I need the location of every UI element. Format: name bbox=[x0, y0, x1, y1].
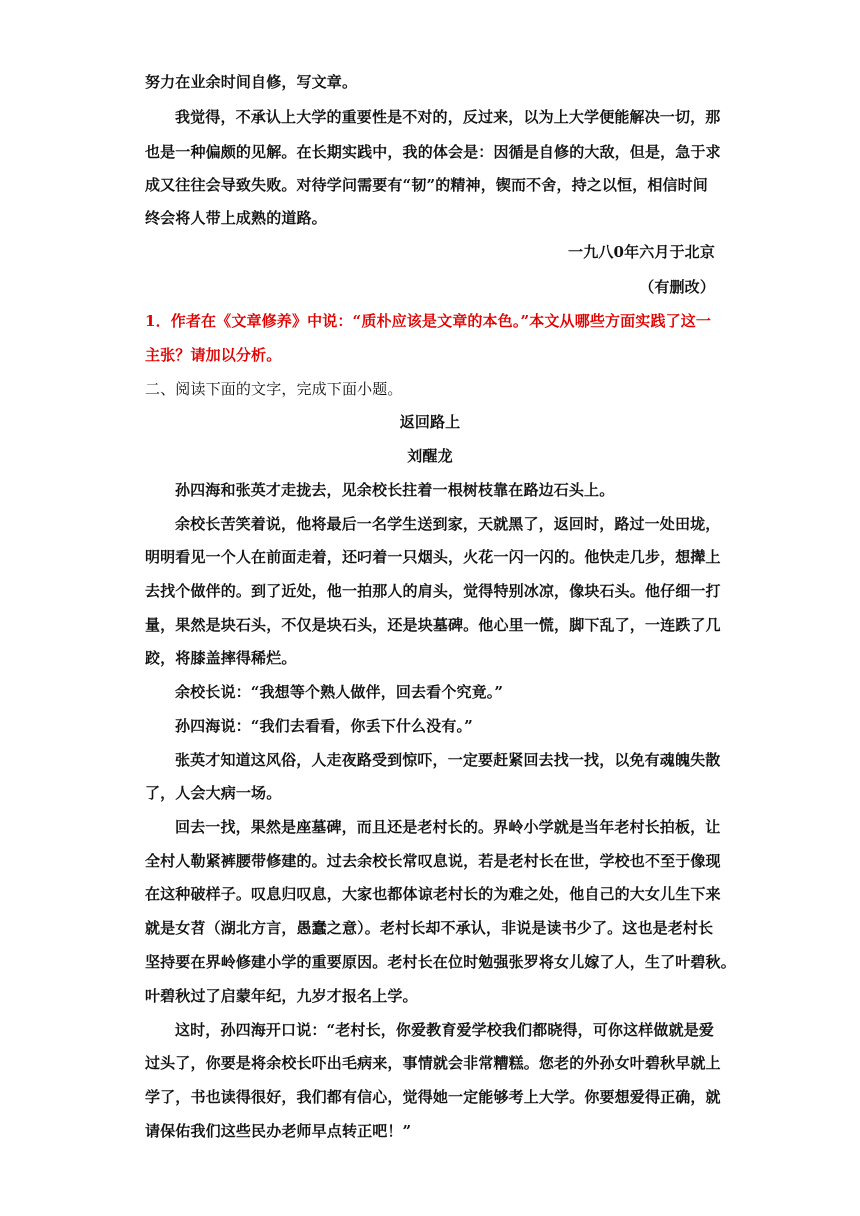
paragraph-line: 去找个做伴的。到了近处，他一拍那人的肩头，觉得特别冰凉，像块石头。他仔细一打 bbox=[145, 582, 721, 600]
paragraph-line: 明明看见一个人在前面走着，还叼着一只烟头，火花一闪一闪的。他快走几步，想撵上 bbox=[145, 548, 721, 566]
paragraph-line: 在这种破样子。叹息归叹息，大家也都体谅老村长的为难之处，他自己的大女儿生下来 bbox=[145, 885, 721, 903]
paragraph-line: 回去一找，果然是座墓碑，而且还是老村长的。界岭小学就是当年老村长拍板，让 bbox=[175, 818, 721, 836]
paragraph-line: 这时，孙四海开口说：“老村长，你爱教育爱学校我们都晓得，可你这样做就是爱 bbox=[175, 1021, 715, 1039]
paragraph-line: 叶碧秋过了启蒙年纪，九岁才报名上学。 bbox=[145, 987, 418, 1005]
paragraph-line: 孙四海说：“我们去看看，你丢下什么没有。” bbox=[175, 717, 473, 735]
paragraph-line: 余校长说：“我想等个熟人做伴，回去看个究竟。” bbox=[175, 683, 504, 701]
paragraph-line: 成又往往会导致失败。对待学问需要有“韧”的精神，锲而不舍，持之以恒，相信时间 bbox=[145, 176, 708, 194]
paragraph-line: 我觉得，不承认上大学的重要性是不对的，反过来，以为上大学便能解决一切，那 bbox=[175, 108, 721, 126]
paragraph-line: 学了，书也读得很好，我们都有信心，觉得她一定能够考上大学。你要想爱得正确，就 bbox=[145, 1088, 721, 1106]
paragraph-line: 过头了，你要是将余校长吓出毛病来，事情就会非常糟糕。您老的外孙女叶碧秋早就上 bbox=[145, 1054, 721, 1072]
paragraph-line: 孙四海和张英才走拢去，见余校长拄着一根树枝靠在路边石头上。 bbox=[175, 481, 615, 499]
paragraph-line: 跤，将膝盖摔得稀烂。 bbox=[145, 649, 297, 667]
paragraph-line: 也是一种偏颇的见解。在长期实践中，我的体会是：因循是自修的大敌，但是，急于求 bbox=[145, 143, 721, 161]
paragraph-line: 请保佑我们这些民办老师早点转正吧！” bbox=[145, 1122, 412, 1140]
question-1-line: 主张？请加以分析。 bbox=[145, 346, 282, 364]
paragraph-line: 余校长苦笑着说，他将最后一名学生送到家，天就黑了，返回时，路过一处田垅， bbox=[175, 515, 721, 533]
paragraph-line: 量，果然是块石头，不仅是块石头，还是块墓碑。他心里一慌，脚下乱了，一连跌了几 bbox=[145, 616, 721, 634]
date-line: 一九八0年六月于北京 bbox=[568, 243, 715, 261]
article-title: 返回路上 bbox=[399, 413, 461, 431]
article-author: 刘醒龙 bbox=[407, 447, 453, 465]
edit-note: （有删改） bbox=[639, 278, 715, 296]
question-1-line: 1．作者在《文章修养》中说：“质朴应该是文章的本色。”本文从哪些方面实践了这一 bbox=[145, 312, 712, 330]
paragraph-line: 就是女苕（湖北方言，愚蠢之意）。老村长却不承认，非说是读书少了。这也是老村长 bbox=[145, 919, 714, 937]
paragraph-line: 坚持要在界岭修建小学的重要原因。老村长在位时勉强张罗将女儿嫁了人，生了叶碧秋。 bbox=[145, 953, 736, 971]
paragraph-line: 张英才知道这风俗，人走夜路受到惊吓，一定要赶紧回去找一找，以免有魂魄失散 bbox=[175, 751, 721, 769]
section-heading: 二、阅读下面的文字，完成下面小题。 bbox=[145, 380, 403, 398]
paragraph-line: 全村人勒紧裤腰带修建的。过去余校长常叹息说，若是老村长在世，学校也不至于像现 bbox=[145, 852, 721, 870]
paragraph-line: 终会将人带上成熟的道路。 bbox=[145, 209, 327, 227]
paragraph-line: 努力在业余时间自修，写文章。 bbox=[145, 73, 358, 91]
paragraph-line: 了，人会大病一场。 bbox=[145, 784, 282, 802]
